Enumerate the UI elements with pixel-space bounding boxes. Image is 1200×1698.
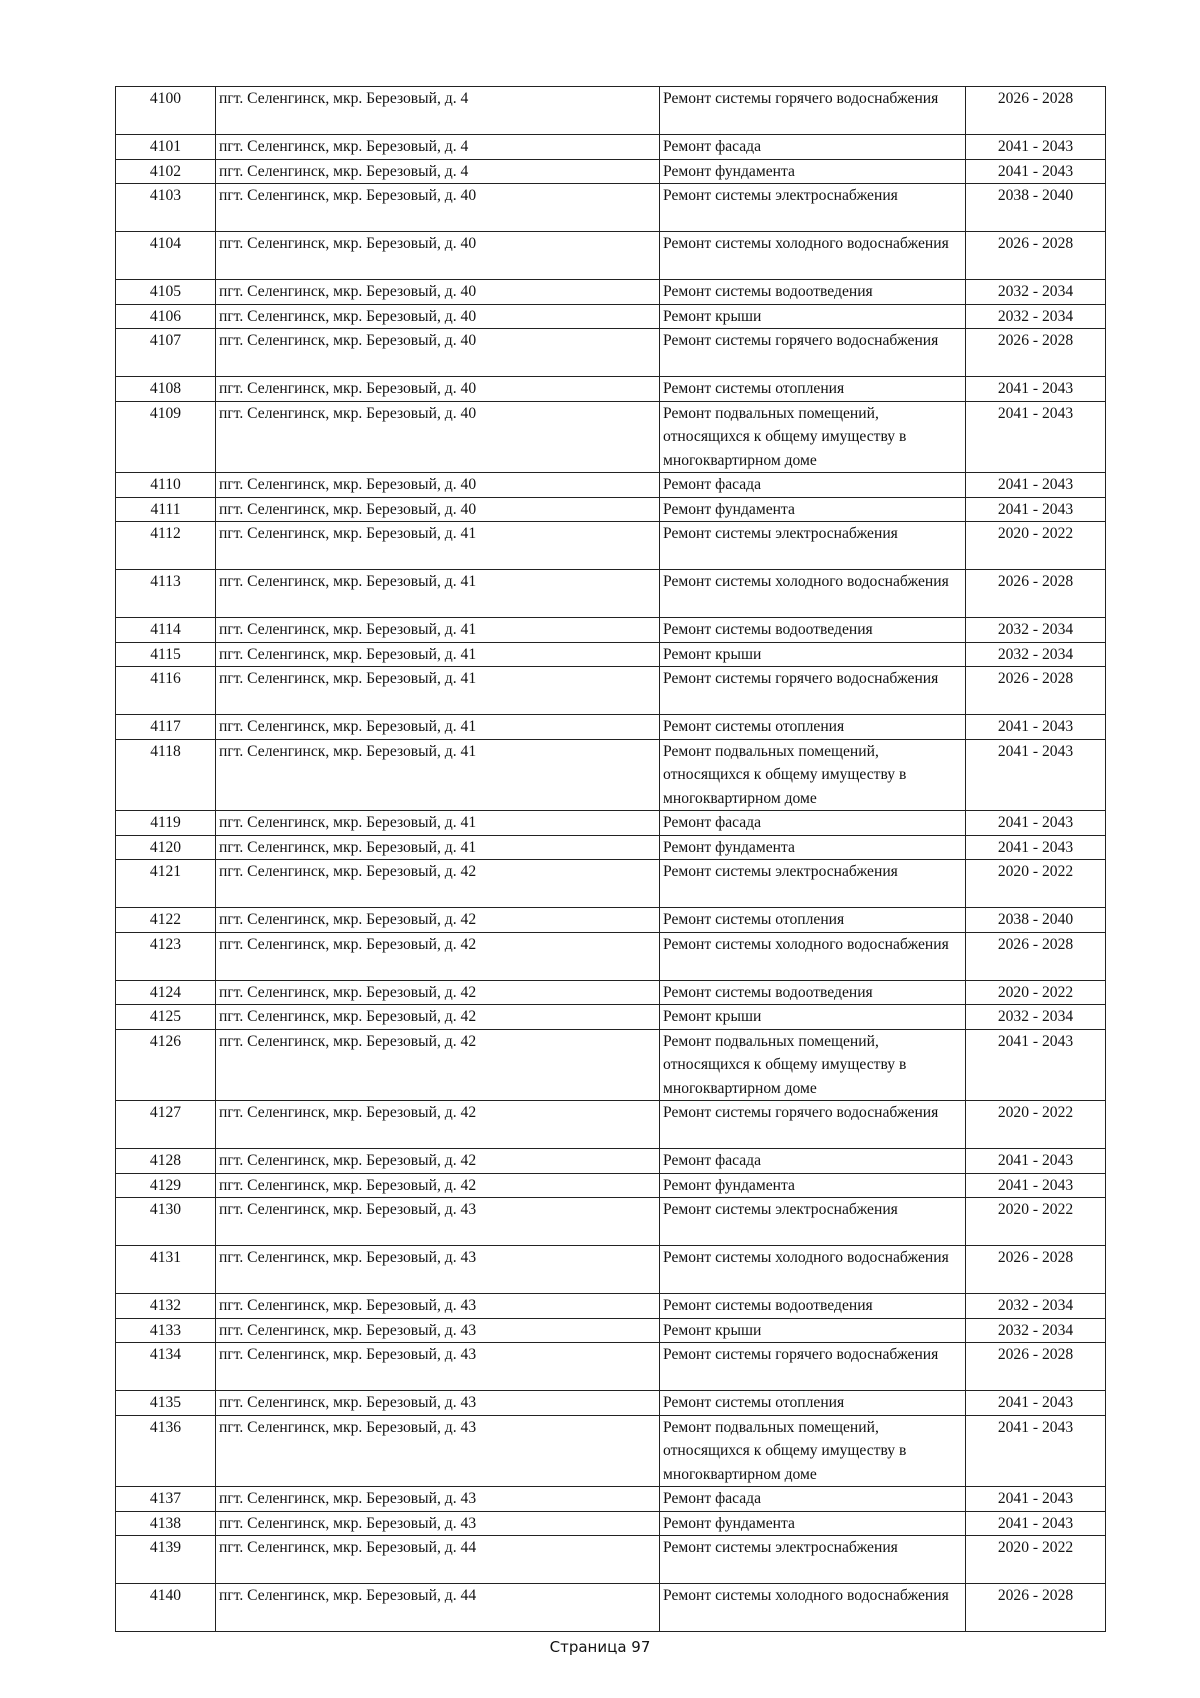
row-address: пгт. Селенгинск, мкр. Березовый, д. 43 [216,1343,660,1391]
row-period: 2041 - 2043 [966,835,1106,860]
row-period: 2041 - 2043 [966,159,1106,184]
row-work-type: Ремонт системы водоотведения [660,618,966,643]
row-number: 4120 [116,835,216,860]
row-work-type: Ремонт подвальных помещений, относящихся к общему имуществу в многоквартирном доме [660,1415,966,1487]
row-number: 4137 [116,1487,216,1512]
row-address: пгт. Селенгинск, мкр. Березовый, д. 40 [216,401,660,473]
table-row [116,1343,1106,1391]
row-period: 2041 - 2043 [966,1511,1106,1536]
row-work-type: Ремонт крыши [660,304,966,329]
row-work-type: Ремонт системы горячего водоснабжения [660,329,966,377]
row-period: 2041 - 2043 [966,715,1106,740]
row-number: 4119 [116,811,216,836]
table-row [116,497,1106,522]
row-work-type: Ремонт системы горячего водоснабжения [660,667,966,715]
row-number: 4122 [116,908,216,933]
table-row [116,1294,1106,1319]
row-period: 2032 - 2034 [966,618,1106,643]
row-period: 2041 - 2043 [966,1487,1106,1512]
row-address: пгт. Селенгинск, мкр. Березовый, д. 42 [216,860,660,908]
table-row [116,980,1106,1005]
page-number: Страница 97 [549,1638,651,1656]
row-period: 2026 - 2028 [966,87,1106,135]
row-work-type: Ремонт системы отопления [660,908,966,933]
table-row [116,860,1106,908]
row-number: 4126 [116,1029,216,1101]
row-number: 4118 [116,739,216,811]
row-work-type: Ремонт фундамента [660,497,966,522]
row-number: 4114 [116,618,216,643]
row-number: 4102 [116,159,216,184]
row-work-type: Ремонт системы холодного водоснабжения [660,1584,966,1632]
table-row [116,1173,1106,1198]
table-row [116,1198,1106,1246]
row-number: 4100 [116,87,216,135]
row-work-type: Ремонт фундамента [660,835,966,860]
row-address: пгт. Селенгинск, мкр. Березовый, д. 42 [216,1173,660,1198]
table-row [116,932,1106,980]
row-number: 4106 [116,304,216,329]
table-row [116,1487,1106,1512]
table-row [116,739,1106,811]
row-period: 2041 - 2043 [966,401,1106,473]
table-row [116,811,1106,836]
row-period: 2020 - 2022 [966,522,1106,570]
row-work-type: Ремонт системы холодного водоснабжения [660,1246,966,1294]
table-row [116,377,1106,402]
row-period: 2041 - 2043 [966,1173,1106,1198]
row-period: 2020 - 2022 [966,1536,1106,1584]
row-work-type: Ремонт фасада [660,135,966,160]
row-address: пгт. Селенгинск, мкр. Березовый, д. 40 [216,377,660,402]
row-work-type: Ремонт фасада [660,1149,966,1174]
row-work-type: Ремонт системы холодного водоснабжения [660,570,966,618]
row-period: 2020 - 2022 [966,860,1106,908]
row-period: 2026 - 2028 [966,1584,1106,1632]
row-address: пгт. Селенгинск, мкр. Березовый, д. 40 [216,329,660,377]
row-address: пгт. Селенгинск, мкр. Березовый, д. 43 [216,1511,660,1536]
table-row [116,232,1106,280]
row-period: 2041 - 2043 [966,1391,1106,1416]
table-row [116,522,1106,570]
row-number: 4125 [116,1005,216,1030]
row-work-type: Ремонт системы электроснабжения [660,860,966,908]
row-number: 4113 [116,570,216,618]
table-row [116,1149,1106,1174]
table-row [116,667,1106,715]
row-address: пгт. Селенгинск, мкр. Березовый, д. 41 [216,811,660,836]
repair-schedule-page [115,86,1105,1632]
table-row [116,401,1106,473]
row-address: пгт. Селенгинск, мкр. Березовый, д. 41 [216,618,660,643]
table-row [116,1584,1106,1632]
row-number: 4127 [116,1101,216,1149]
table-row [116,1391,1106,1416]
table-row [116,570,1106,618]
table-row [116,159,1106,184]
row-work-type: Ремонт системы водоотведения [660,980,966,1005]
row-period: 2038 - 2040 [966,184,1106,232]
table-row [116,473,1106,498]
row-number: 4105 [116,280,216,305]
table-row [116,835,1106,860]
row-address: пгт. Селенгинск, мкр. Березовый, д. 43 [216,1318,660,1343]
row-address: пгт. Селенгинск, мкр. Березовый, д. 43 [216,1294,660,1319]
row-work-type: Ремонт фундамента [660,1511,966,1536]
table-row [116,1029,1106,1101]
table-row [116,280,1106,305]
row-work-type: Ремонт подвальных помещений, относящихся к общему имуществу в многоквартирном доме [660,1029,966,1101]
table-row [116,1536,1106,1584]
row-number: 4139 [116,1536,216,1584]
row-number: 4135 [116,1391,216,1416]
row-number: 4121 [116,860,216,908]
row-address: пгт. Селенгинск, мкр. Березовый, д. 4 [216,87,660,135]
table-row [116,1511,1106,1536]
table-body [116,87,1106,1632]
row-period: 2032 - 2034 [966,1294,1106,1319]
row-address: пгт. Селенгинск, мкр. Березовый, д. 42 [216,980,660,1005]
row-period: 2041 - 2043 [966,739,1106,811]
row-work-type: Ремонт системы водоотведения [660,1294,966,1319]
row-address: пгт. Селенгинск, мкр. Березовый, д. 43 [216,1391,660,1416]
row-work-type: Ремонт фасада [660,811,966,836]
row-number: 4103 [116,184,216,232]
row-number: 4112 [116,522,216,570]
row-address: пгт. Селенгинск, мкр. Березовый, д. 40 [216,184,660,232]
row-period: 2041 - 2043 [966,497,1106,522]
row-address: пгт. Селенгинск, мкр. Березовый, д. 43 [216,1415,660,1487]
row-work-type: Ремонт системы электроснабжения [660,1536,966,1584]
row-work-type: Ремонт фасада [660,1487,966,1512]
row-number: 4101 [116,135,216,160]
row-address: пгт. Селенгинск, мкр. Березовый, д. 41 [216,522,660,570]
row-work-type: Ремонт системы горячего водоснабжения [660,87,966,135]
row-address: пгт. Селенгинск, мкр. Березовый, д. 4 [216,135,660,160]
row-address: пгт. Селенгинск, мкр. Березовый, д. 40 [216,497,660,522]
row-address: пгт. Селенгинск, мкр. Березовый, д. 44 [216,1536,660,1584]
row-address: пгт. Селенгинск, мкр. Березовый, д. 40 [216,280,660,305]
row-period: 2041 - 2043 [966,1149,1106,1174]
row-period: 2032 - 2034 [966,280,1106,305]
row-number: 4116 [116,667,216,715]
row-number: 4136 [116,1415,216,1487]
row-number: 4140 [116,1584,216,1632]
row-address: пгт. Селенгинск, мкр. Березовый, д. 43 [216,1246,660,1294]
row-number: 4104 [116,232,216,280]
row-period: 2020 - 2022 [966,980,1106,1005]
row-period: 2026 - 2028 [966,932,1106,980]
row-number: 4110 [116,473,216,498]
row-address: пгт. Селенгинск, мкр. Березовый, д. 41 [216,835,660,860]
row-period: 2026 - 2028 [966,329,1106,377]
row-work-type: Ремонт системы электроснабжения [660,184,966,232]
row-work-type: Ремонт крыши [660,642,966,667]
row-number: 4124 [116,980,216,1005]
table-row [116,618,1106,643]
row-address: пгт. Селенгинск, мкр. Березовый, д. 40 [216,304,660,329]
row-number: 4111 [116,497,216,522]
row-number: 4131 [116,1246,216,1294]
row-address: пгт. Селенгинск, мкр. Березовый, д. 42 [216,1005,660,1030]
row-period: 2026 - 2028 [966,1246,1106,1294]
row-work-type: Ремонт системы холодного водоснабжения [660,932,966,980]
row-work-type: Ремонт системы горячего водоснабжения [660,1101,966,1149]
row-address: пгт. Селенгинск, мкр. Березовый, д. 41 [216,570,660,618]
row-work-type: Ремонт системы электроснабжения [660,1198,966,1246]
row-address: пгт. Селенгинск, мкр. Березовый, д. 44 [216,1584,660,1632]
row-work-type: Ремонт системы горячего водоснабжения [660,1343,966,1391]
row-number: 4108 [116,377,216,402]
row-number: 4107 [116,329,216,377]
row-period: 2041 - 2043 [966,473,1106,498]
table-row [116,715,1106,740]
row-period: 2026 - 2028 [966,667,1106,715]
row-address: пгт. Селенгинск, мкр. Березовый, д. 41 [216,642,660,667]
repair-schedule-table [115,86,1106,1632]
row-number: 4123 [116,932,216,980]
row-number: 4133 [116,1318,216,1343]
row-period: 2041 - 2043 [966,135,1106,160]
row-address: пгт. Селенгинск, мкр. Березовый, д. 42 [216,1101,660,1149]
row-period: 2026 - 2028 [966,232,1106,280]
row-period: 2020 - 2022 [966,1198,1106,1246]
row-work-type: Ремонт системы электроснабжения [660,522,966,570]
table-row [116,1318,1106,1343]
row-period: 2032 - 2034 [966,642,1106,667]
row-period: 2041 - 2043 [966,1415,1106,1487]
row-work-type: Ремонт подвальных помещений, относящихся к общему имуществу в многоквартирном доме [660,739,966,811]
row-work-type: Ремонт крыши [660,1005,966,1030]
row-work-type: Ремонт фасада [660,473,966,498]
row-address: пгт. Селенгинск, мкр. Березовый, д. 43 [216,1198,660,1246]
row-work-type: Ремонт системы отопления [660,377,966,402]
table-row [116,1415,1106,1487]
row-number: 4117 [116,715,216,740]
row-address: пгт. Селенгинск, мкр. Березовый, д. 41 [216,715,660,740]
row-period: 2041 - 2043 [966,1029,1106,1101]
row-period: 2032 - 2034 [966,1005,1106,1030]
row-period: 2026 - 2028 [966,570,1106,618]
row-address: пгт. Селенгинск, мкр. Березовый, д. 40 [216,473,660,498]
row-work-type: Ремонт системы отопления [660,715,966,740]
row-work-type: Ремонт системы холодного водоснабжения [660,232,966,280]
row-work-type: Ремонт подвальных помещений, относящихся к общему имуществу в многоквартирном доме [660,401,966,473]
row-work-type: Ремонт фундамента [660,1173,966,1198]
table-row [116,135,1106,160]
row-address: пгт. Селенгинск, мкр. Березовый, д. 4 [216,159,660,184]
row-number: 4128 [116,1149,216,1174]
table-row [116,1005,1106,1030]
row-number: 4109 [116,401,216,473]
row-period: 2032 - 2034 [966,304,1106,329]
table-row [116,1101,1106,1149]
row-number: 4134 [116,1343,216,1391]
row-address: пгт. Селенгинск, мкр. Березовый, д. 41 [216,667,660,715]
row-number: 4132 [116,1294,216,1319]
row-number: 4129 [116,1173,216,1198]
row-address: пгт. Селенгинск, мкр. Березовый, д. 42 [216,1149,660,1174]
row-number: 4138 [116,1511,216,1536]
row-period: 2041 - 2043 [966,811,1106,836]
row-period: 2038 - 2040 [966,908,1106,933]
row-address: пгт. Селенгинск, мкр. Березовый, д. 40 [216,232,660,280]
row-work-type: Ремонт системы отопления [660,1391,966,1416]
row-address: пгт. Селенгинск, мкр. Березовый, д. 42 [216,908,660,933]
table-row [116,329,1106,377]
row-number: 4115 [116,642,216,667]
table-row [116,184,1106,232]
row-address: пгт. Селенгинск, мкр. Березовый, д. 42 [216,932,660,980]
row-period: 2041 - 2043 [966,377,1106,402]
row-number: 4130 [116,1198,216,1246]
table-row [116,304,1106,329]
row-address: пгт. Селенгинск, мкр. Березовый, д. 43 [216,1487,660,1512]
table-row [116,1246,1106,1294]
row-address: пгт. Селенгинск, мкр. Березовый, д. 41 [216,739,660,811]
table-row [116,642,1106,667]
row-address: пгт. Селенгинск, мкр. Березовый, д. 42 [216,1029,660,1101]
row-period: 2026 - 2028 [966,1343,1106,1391]
table-row [116,908,1106,933]
row-work-type: Ремонт системы водоотведения [660,280,966,305]
row-work-type: Ремонт фундамента [660,159,966,184]
row-period: 2020 - 2022 [966,1101,1106,1149]
row-period: 2032 - 2034 [966,1318,1106,1343]
table-row [116,87,1106,135]
row-work-type: Ремонт крыши [660,1318,966,1343]
